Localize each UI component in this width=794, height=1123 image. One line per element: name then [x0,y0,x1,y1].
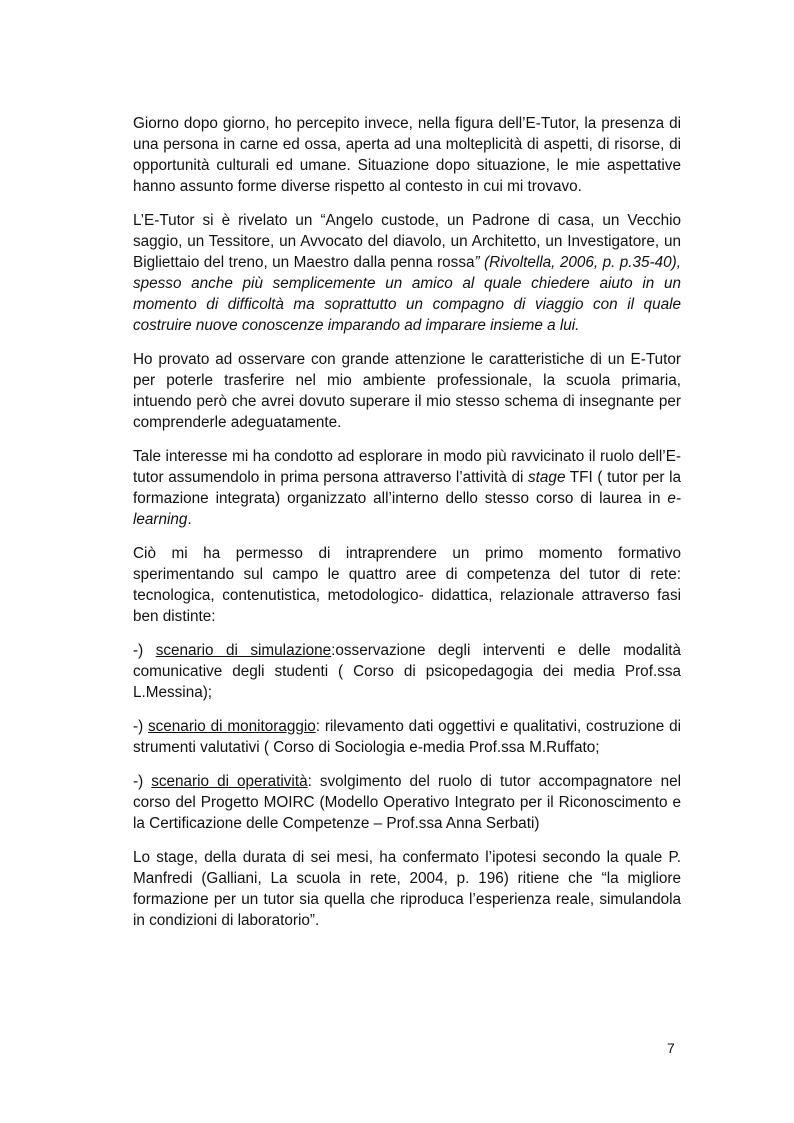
list-prefix: -) [133,773,152,790]
page-number: 7 [667,1040,675,1056]
scenario-operativita-term: scenario di operatività [151,773,308,790]
scenario-monitoraggio-term: scenario di monitoraggio [148,718,316,735]
paragraph-4-text-a: Tale interesse mi ha condotto ad esplorare in modo più ravvicinato il ruolo dell’E-tutor assumendolo in prima persona attraverso l’attività di [133,448,681,486]
paragraph-9: Lo stage, della durata di sei mesi, ha confermato l’ipotesi secondo la quale P. Manfredi (Galliani, La scuola in rete, 2004, p. 196) ritiene che “la migliore formazione per un tutor sia quella che riproduca l’esperienza reale, simulandola in condizioni di laboratorio”. [133,849,681,929]
scenario-simulazione-term: scenario di simulazione [155,642,332,659]
list-prefix: -) [133,642,156,659]
paragraph-2-text-b: ” (Rivoltella, 2006, p. p.35-40), spesso anche più semplicemente un amico al quale chiedere aiuto in un momento di difficoltà ma soprattutto un compagno di viaggio con il quale costruire nuove conoscenze imparando ad imparare insieme a lui. [133,254,682,334]
scenario-monitoraggio-text: : rilevamento dati oggettivi e qualitativi, costruzione di strumenti valutativi ( Corso di Sociologia e-media Prof.ssa M.Ruffato; [133,718,681,756]
stage-term: stage [528,469,566,486]
paragraph-4-text-c: . [187,511,192,528]
paragraph-2-text-a: L’E-Tutor si è rivelato un “Angelo custode, un Padrone di casa, un Vecchio saggio, un Tessitore, un Avvocato del diavolo, un Architetto, un Investigatore, un Bigliettaio del treno, un Maestro dalla penna rossa [133,212,681,271]
scenario-simulazione [133,640,681,703]
list-prefix: -) [133,718,148,735]
scenario-simulazione-text: :osservazione degli interventi e delle modalità comunicative degli studenti ( Corso di psicopedagogia dei media Prof.ssa L.Messina); [133,642,681,701]
scenario-monitoraggio [133,716,681,758]
paragraph-5: Ciò mi ha permesso di intraprendere un primo momento formativo sperimentando sul campo le quattro aree di competenza del tutor di rete: tecnologica, contenutistica, metodologico- didattica, relazionale attraverso fasi ben distinte: [133,545,681,625]
scenario-operativita [133,771,681,834]
paragraph-1: Giorno dopo giorno, ho percepito invece, nella figura dell’E-Tutor, la presenza di una persona in carne ed ossa, aperta ad una molteplicità di aspetti, di risorse, di opportunità culturali ed umane. Situazione dopo situazione, le mie aspettative hanno assunto forme diverse rispetto al contesto in cui mi trovavo. [133,115,681,195]
paragraph-2 [133,210,681,336]
paragraph-4-text-b: TFI ( tutor per la formazione integrata) organizzato all’interno dello stesso corso di laurea in [133,469,681,507]
e-learning-term: e-learning [133,490,681,528]
scenario-operativita-text: : svolgimento del ruolo di tutor accompagnatore nel corso del Progetto MOIRC (Modello Operativo Integrato per il Riconoscimento e la Certificazione delle Competenze – Prof.ssa Anna Serbati) [133,773,681,832]
paragraph-3: Ho provato ad osservare con grande attenzione le caratteristiche di un E-Tutor per poterle trasferire nel mio ambiente professionale, la scuola primaria, intuendo però che avrei dovuto superare il mio stesso schema di insegnante per comprenderle adeguatamente. [133,351,681,431]
body-text [133,113,681,944]
paragraph-4 [133,446,681,530]
